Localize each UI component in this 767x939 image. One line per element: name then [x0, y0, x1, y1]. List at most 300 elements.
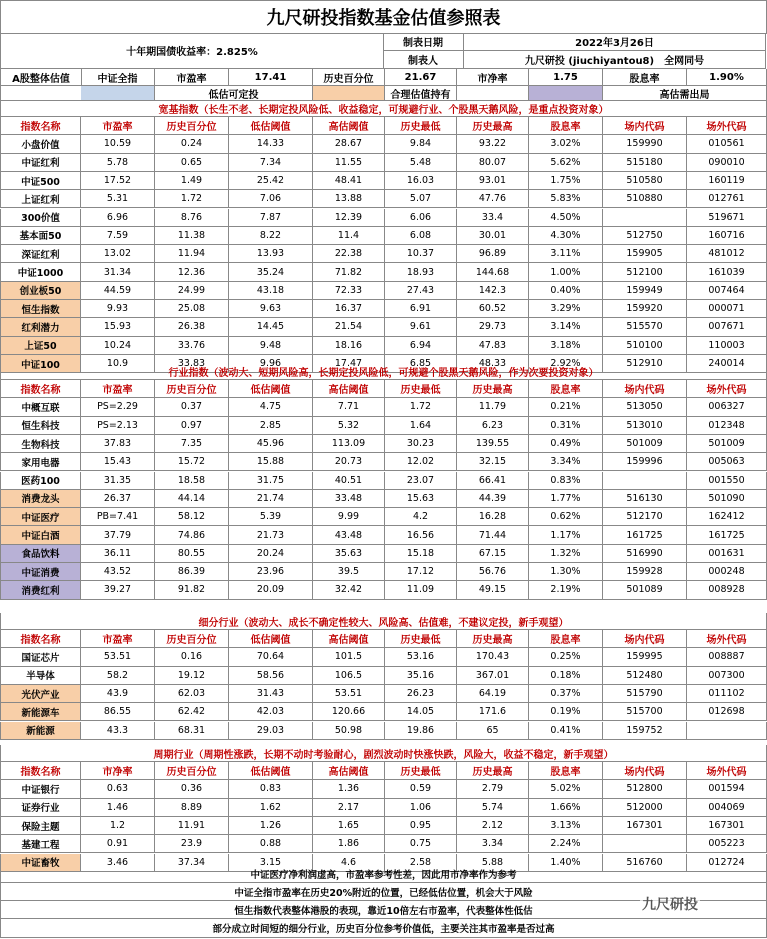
- table-cell: 2.79: [457, 780, 529, 798]
- table-cell: 6.23: [457, 417, 529, 435]
- column-header: 历史百分位: [155, 380, 229, 398]
- table-row: [0, 685, 767, 703]
- column-header: 市净率: [81, 762, 155, 780]
- column-header: 高估阈值: [313, 630, 385, 648]
- table-cell: 012724: [687, 854, 767, 872]
- table-cell: 53.51: [81, 648, 155, 666]
- table-cell: 58.2: [81, 667, 155, 685]
- column-header: 股息率: [529, 630, 603, 648]
- column-header: 历史最高: [457, 630, 529, 648]
- index-name: 国证芯片: [0, 648, 81, 666]
- index-name: 小盘价值: [0, 135, 81, 153]
- table-cell: 11.4: [313, 227, 385, 245]
- table-cell: 71.82: [313, 263, 385, 281]
- table-cell: 16.03: [385, 172, 457, 190]
- date-value: 2022年3月26日: [464, 33, 766, 51]
- table-cell: 22.38: [313, 245, 385, 263]
- table-cell: 13.02: [81, 245, 155, 263]
- index-name: 中证医疗: [0, 508, 81, 526]
- table-cell: 62.42: [155, 703, 229, 721]
- table-cell: 4.75: [229, 398, 313, 416]
- column-header: 低估阈值: [229, 117, 313, 135]
- table-cell: 167301: [687, 817, 767, 835]
- date-label: 制表日期: [383, 33, 464, 51]
- column-header: 历史最低: [385, 762, 457, 780]
- table-cell: 15.63: [385, 490, 457, 508]
- table-cell: 16.37: [313, 300, 385, 318]
- table-cell: 7.87: [229, 209, 313, 227]
- table-header-row: [0, 117, 767, 135]
- table-cell: 6.96: [81, 209, 155, 227]
- table-cell: 9.93: [81, 300, 155, 318]
- table-cell: 007464: [687, 282, 767, 300]
- table-cell: 72.33: [313, 282, 385, 300]
- table-cell: 80.55: [155, 545, 229, 563]
- index-name: 半导体: [0, 667, 81, 685]
- table-cell: 012348: [687, 417, 767, 435]
- table-cell: 20.09: [229, 581, 313, 599]
- table-header-row: [0, 380, 767, 398]
- footnote: 部分成立时间短的细分行业，历史百分位参考价值低，主要关注其市盈率是否过高: [0, 919, 767, 938]
- table-cell: 64.19: [457, 685, 529, 703]
- table-cell: 0.63: [81, 780, 155, 798]
- table-cell: PS=2.29: [81, 398, 155, 416]
- table-cell: 33.76: [155, 337, 229, 355]
- table-cell: 4.6: [313, 854, 385, 872]
- index-name: 中证红利: [0, 154, 81, 172]
- table-cell: 0.37%: [529, 685, 603, 703]
- table-cell: [603, 472, 687, 490]
- table-row: [0, 817, 767, 835]
- table-cell: 001594: [687, 780, 767, 798]
- summary-block: [0, 33, 767, 100]
- table-cell: 367.01: [457, 667, 529, 685]
- index-name: 基本面50: [0, 227, 81, 245]
- table-cell: 144.68: [457, 263, 529, 281]
- table-cell: 0.97: [155, 417, 229, 435]
- table-cell: 5.83%: [529, 190, 603, 208]
- table-cell: 70.64: [229, 648, 313, 666]
- table-cell: 28.67: [313, 135, 385, 153]
- table-cell: 27.43: [385, 282, 457, 300]
- index-name: 创业板50: [0, 282, 81, 300]
- table-cell: 5.07: [385, 190, 457, 208]
- column-header: 指数名称: [0, 762, 81, 780]
- table-cell: 33.83: [155, 355, 229, 373]
- table-cell: PB=7.41: [81, 508, 155, 526]
- section-title: 宽基指数（长生不老、长期定投风险低、收益稳定，可规避行业、个股黑天鹅风险，是重点投资对象）: [0, 100, 767, 117]
- table-row: [0, 780, 767, 798]
- table-row: [0, 135, 767, 153]
- table-cell: 7.06: [229, 190, 313, 208]
- table-cell: 11.91: [155, 817, 229, 835]
- table-cell: 10.9: [81, 355, 155, 373]
- table-cell: 007671: [687, 318, 767, 336]
- table-cell: 19.12: [155, 667, 229, 685]
- table-cell: 0.95: [385, 817, 457, 835]
- table-cell: 11.94: [155, 245, 229, 263]
- maker-value: 九尺研投 (jiuchiyantou8) 全网同号: [464, 51, 766, 69]
- table-row: [0, 337, 767, 355]
- legend-swatch-low: [81, 86, 155, 101]
- table-cell: 6.06: [385, 209, 457, 227]
- table-cell: 5.02%: [529, 780, 603, 798]
- table-header-row: [0, 630, 767, 648]
- column-header: 历史最低: [385, 380, 457, 398]
- table-cell: 0.40%: [529, 282, 603, 300]
- table-cell: 9.99: [313, 508, 385, 526]
- table-cell: 513050: [603, 398, 687, 416]
- table-cell: 2.19%: [529, 581, 603, 599]
- index-name: 中证消费: [0, 563, 81, 581]
- table-cell: 66.41: [457, 472, 529, 490]
- column-header: 市盈率: [81, 117, 155, 135]
- table-cell: 3.14%: [529, 318, 603, 336]
- table-cell: 74.86: [155, 526, 229, 544]
- table-cell: 12.39: [313, 209, 385, 227]
- table-cell: 5.32: [313, 417, 385, 435]
- footnote: 中证全指市盈率在历史20%附近的位置，已经低估位置，机会大于风险: [0, 883, 767, 901]
- table-cell: 8.22: [229, 227, 313, 245]
- table-cell: 26.38: [155, 318, 229, 336]
- index-name: 消费红利: [0, 581, 81, 599]
- table-cell: 2.12: [457, 817, 529, 835]
- table-cell: 170.43: [457, 648, 529, 666]
- table-cell: 14.45: [229, 318, 313, 336]
- column-header: 历史最高: [457, 117, 529, 135]
- table-cell: 004069: [687, 799, 767, 817]
- table-row: [0, 209, 767, 227]
- column-header: 股息率: [529, 762, 603, 780]
- column-header: 低估阈值: [229, 630, 313, 648]
- table-cell: 501089: [603, 581, 687, 599]
- table-row: [0, 263, 767, 281]
- table-cell: 60.52: [457, 300, 529, 318]
- table-cell: 15.88: [229, 453, 313, 471]
- table-row: [0, 453, 767, 471]
- table-cell: 0.59: [385, 780, 457, 798]
- table-cell: 53.51: [313, 685, 385, 703]
- table-cell: 67.15: [457, 545, 529, 563]
- table-cell: 29.73: [457, 318, 529, 336]
- table-cell: 93.22: [457, 135, 529, 153]
- table-cell: 36.11: [81, 545, 155, 563]
- table-cell: 25.08: [155, 300, 229, 318]
- table-cell: 0.75: [385, 835, 457, 853]
- table-cell: 1.64: [385, 417, 457, 435]
- watermark-logo: 九尺研投: [640, 894, 700, 914]
- pb-value: 1.75: [529, 69, 603, 86]
- table-cell: 17.47: [313, 355, 385, 373]
- table-cell: 17.52: [81, 172, 155, 190]
- table-cell: 519671: [687, 209, 767, 227]
- table-cell: 1.26: [229, 817, 313, 835]
- index-name: 红利潜力: [0, 318, 81, 336]
- table-cell: 50.98: [313, 722, 385, 740]
- table-cell: 43.9: [81, 685, 155, 703]
- table-cell: 9.61: [385, 318, 457, 336]
- table-cell: 44.39: [457, 490, 529, 508]
- table-cell: 96.89: [457, 245, 529, 263]
- pe-label: 市盈率: [155, 69, 229, 86]
- table-cell: 1.66%: [529, 799, 603, 817]
- column-header: 高估阈值: [313, 117, 385, 135]
- table-cell: 1.46: [81, 799, 155, 817]
- table-cell: 000248: [687, 563, 767, 581]
- table-cell: 510580: [603, 172, 687, 190]
- table-cell: 33.48: [313, 490, 385, 508]
- column-header: 股息率: [529, 117, 603, 135]
- table-cell: 510880: [603, 190, 687, 208]
- table-cell: 11.55: [313, 154, 385, 172]
- index-name: 中证白酒: [0, 526, 81, 544]
- section-spacer: [0, 600, 767, 613]
- table-cell: 1.49: [155, 172, 229, 190]
- table-cell: [687, 722, 767, 740]
- table-cell: 005223: [687, 835, 767, 853]
- table-cell: 1.86: [313, 835, 385, 853]
- table-cell: 11.38: [155, 227, 229, 245]
- table-cell: 8.76: [155, 209, 229, 227]
- column-header: 历史最高: [457, 762, 529, 780]
- section-title: 行业指数（波动大、短期风险高，长期定投风险低，可规避个股黑天鹅风险，作为次要投资对象）: [0, 363, 767, 380]
- table-cell: 37.34: [155, 854, 229, 872]
- table-cell: 010561: [687, 135, 767, 153]
- table-cell: 39.27: [81, 581, 155, 599]
- table-cell: 58.12: [155, 508, 229, 526]
- table-cell: 16.28: [457, 508, 529, 526]
- table-row: [0, 227, 767, 245]
- table-cell: 15.43: [81, 453, 155, 471]
- table-cell: 7.34: [229, 154, 313, 172]
- table-cell: 47.76: [457, 190, 529, 208]
- table-cell: 29.03: [229, 722, 313, 740]
- column-header: 场内代码: [603, 762, 687, 780]
- table-cell: 43.18: [229, 282, 313, 300]
- footnote: 恒生指数代表整体港股的表现，靠近10倍左右市盈率，代表整体性低估: [0, 901, 767, 919]
- table-cell: 11.09: [385, 581, 457, 599]
- table-cell: 161725: [603, 526, 687, 544]
- table-cell: 159928: [603, 563, 687, 581]
- index-name: 证券行业: [0, 799, 81, 817]
- table-cell: 37.83: [81, 435, 155, 453]
- table-row: [0, 472, 767, 490]
- table-cell: 159949: [603, 282, 687, 300]
- table-cell: 93.01: [457, 172, 529, 190]
- table-cell: 23.07: [385, 472, 457, 490]
- table-cell: 9.84: [385, 135, 457, 153]
- table-cell: 31.34: [81, 263, 155, 281]
- legend-swatch-mid: [313, 86, 385, 101]
- table-row: [0, 545, 767, 563]
- column-header: 市盈率: [81, 380, 155, 398]
- table-cell: 35.63: [313, 545, 385, 563]
- table-cell: 0.65: [155, 154, 229, 172]
- table-cell: 106.5: [313, 667, 385, 685]
- table-cell: 510100: [603, 337, 687, 355]
- table-cell: [603, 209, 687, 227]
- column-header: 场内代码: [603, 630, 687, 648]
- table-row: [0, 300, 767, 318]
- table-cell: 13.88: [313, 190, 385, 208]
- table-cell: 42.03: [229, 703, 313, 721]
- table-cell: 19.86: [385, 722, 457, 740]
- table-cell: 31.75: [229, 472, 313, 490]
- table-cell: 13.93: [229, 245, 313, 263]
- table-cell: 49.15: [457, 581, 529, 599]
- table-cell: 515180: [603, 154, 687, 172]
- table-cell: 7.35: [155, 435, 229, 453]
- table-cell: 35.16: [385, 667, 457, 685]
- table-cell: 3.34%: [529, 453, 603, 471]
- table-cell: 43.3: [81, 722, 155, 740]
- table-header-row: [0, 762, 767, 780]
- legend-swatch-high: [529, 86, 603, 101]
- table-cell: 3.34: [457, 835, 529, 853]
- table-cell: 15.72: [155, 453, 229, 471]
- table-cell: 21.73: [229, 526, 313, 544]
- column-header: 历史百分位: [155, 117, 229, 135]
- table-cell: 1.65: [313, 817, 385, 835]
- index-name: 300价值: [0, 209, 81, 227]
- table-cell: 16.56: [385, 526, 457, 544]
- table-cell: 160119: [687, 172, 767, 190]
- table-cell: 512910: [603, 355, 687, 373]
- table-cell: 65: [457, 722, 529, 740]
- table-cell: 1.72: [385, 398, 457, 416]
- column-header: 场外代码: [687, 630, 767, 648]
- table-cell: 515700: [603, 703, 687, 721]
- table-cell: 30.01: [457, 227, 529, 245]
- footnote: 中证医疗净利润虚高，市盈率参考性差，因此用市净率作为参考: [0, 865, 767, 883]
- table-cell: 25.42: [229, 172, 313, 190]
- table-cell: 7.59: [81, 227, 155, 245]
- table-cell: 516760: [603, 854, 687, 872]
- table-cell: 1.77%: [529, 490, 603, 508]
- table-cell: 9.63: [229, 300, 313, 318]
- table-row: [0, 435, 767, 453]
- index-name: 消费龙头: [0, 490, 81, 508]
- table-cell: 4.2: [385, 508, 457, 526]
- table-cell: 142.3: [457, 282, 529, 300]
- table-cell: 6.91: [385, 300, 457, 318]
- table-cell: 58.56: [229, 667, 313, 685]
- table-cell: 91.82: [155, 581, 229, 599]
- table-cell: 53.16: [385, 648, 457, 666]
- table-cell: 0.16: [155, 648, 229, 666]
- table-cell: 0.88: [229, 835, 313, 853]
- table-cell: 512100: [603, 263, 687, 281]
- pe-value: 17.41: [229, 69, 313, 86]
- table-cell: PS=2.13: [81, 417, 155, 435]
- table-cell: 090010: [687, 154, 767, 172]
- table-row: [0, 508, 767, 526]
- index-name: 恒生指数: [0, 300, 81, 318]
- column-header: 指数名称: [0, 380, 81, 398]
- table-cell: 159990: [603, 135, 687, 153]
- table-cell: 0.36: [155, 780, 229, 798]
- table-cell: 15.18: [385, 545, 457, 563]
- table-row: [0, 398, 767, 416]
- table-cell: 71.44: [457, 526, 529, 544]
- table-cell: 86.55: [81, 703, 155, 721]
- table-cell: 12.36: [155, 263, 229, 281]
- table-cell: 120.66: [313, 703, 385, 721]
- legend-spacer-2: [457, 86, 529, 101]
- table-cell: 18.16: [313, 337, 385, 355]
- table-row: [0, 703, 767, 721]
- table-cell: 5.62%: [529, 154, 603, 172]
- table-cell: 5.48: [385, 154, 457, 172]
- table-cell: 0.31%: [529, 417, 603, 435]
- table-row: [0, 190, 767, 208]
- table-cell: 10.59: [81, 135, 155, 153]
- table-cell: 012761: [687, 190, 767, 208]
- table-cell: [603, 835, 687, 853]
- table-cell: 7.71: [313, 398, 385, 416]
- table-cell: 44.59: [81, 282, 155, 300]
- table-cell: 1.30%: [529, 563, 603, 581]
- table-row: [0, 490, 767, 508]
- table-cell: 5.74: [457, 799, 529, 817]
- pb-label: 市净率: [457, 69, 529, 86]
- table-cell: 512800: [603, 780, 687, 798]
- index-name: 上证红利: [0, 190, 81, 208]
- table-cell: 012698: [687, 703, 767, 721]
- pct-value: 21.67: [385, 69, 457, 86]
- table-cell: 516130: [603, 490, 687, 508]
- table-cell: 10.37: [385, 245, 457, 263]
- maker-label: 制表人: [383, 51, 464, 69]
- table-cell: 5.88: [457, 854, 529, 872]
- a-index-name: 中证全指: [81, 69, 155, 86]
- table-cell: 45.96: [229, 435, 313, 453]
- table-cell: 23.96: [229, 563, 313, 581]
- bond-yield: 十年期国债收益率：2.825%: [0, 33, 384, 69]
- index-name: 中证100: [0, 355, 81, 373]
- legend-text-high: 高估需出局: [603, 86, 767, 101]
- column-header: 场内代码: [603, 380, 687, 398]
- index-name: 生物科技: [0, 435, 81, 453]
- table-row: [0, 563, 767, 581]
- table-cell: 1.2: [81, 817, 155, 835]
- legend-spacer: [0, 86, 82, 101]
- table-cell: 2.85: [229, 417, 313, 435]
- table-cell: 513010: [603, 417, 687, 435]
- table-cell: 9.48: [229, 337, 313, 355]
- table-cell: 007300: [687, 667, 767, 685]
- index-name: 基建工程: [0, 835, 81, 853]
- table-cell: 0.21%: [529, 398, 603, 416]
- table-cell: 5.31: [81, 190, 155, 208]
- pct-label: 历史百分位: [313, 69, 385, 86]
- table-cell: 516990: [603, 545, 687, 563]
- page-title: 九尺研投指数基金估值参照表: [0, 0, 767, 34]
- table-cell: 161725: [687, 526, 767, 544]
- table-cell: 162412: [687, 508, 767, 526]
- table-cell: 1.72: [155, 190, 229, 208]
- table-cell: 512000: [603, 799, 687, 817]
- dy-label: 股息率: [603, 69, 687, 86]
- table-cell: 0.49%: [529, 435, 603, 453]
- table-cell: 21.74: [229, 490, 313, 508]
- table-cell: 167301: [603, 817, 687, 835]
- index-name: 中证500: [0, 172, 81, 190]
- index-name: 光伏产业: [0, 685, 81, 703]
- table-cell: 008887: [687, 648, 767, 666]
- table-cell: 101.5: [313, 648, 385, 666]
- table-cell: 512170: [603, 508, 687, 526]
